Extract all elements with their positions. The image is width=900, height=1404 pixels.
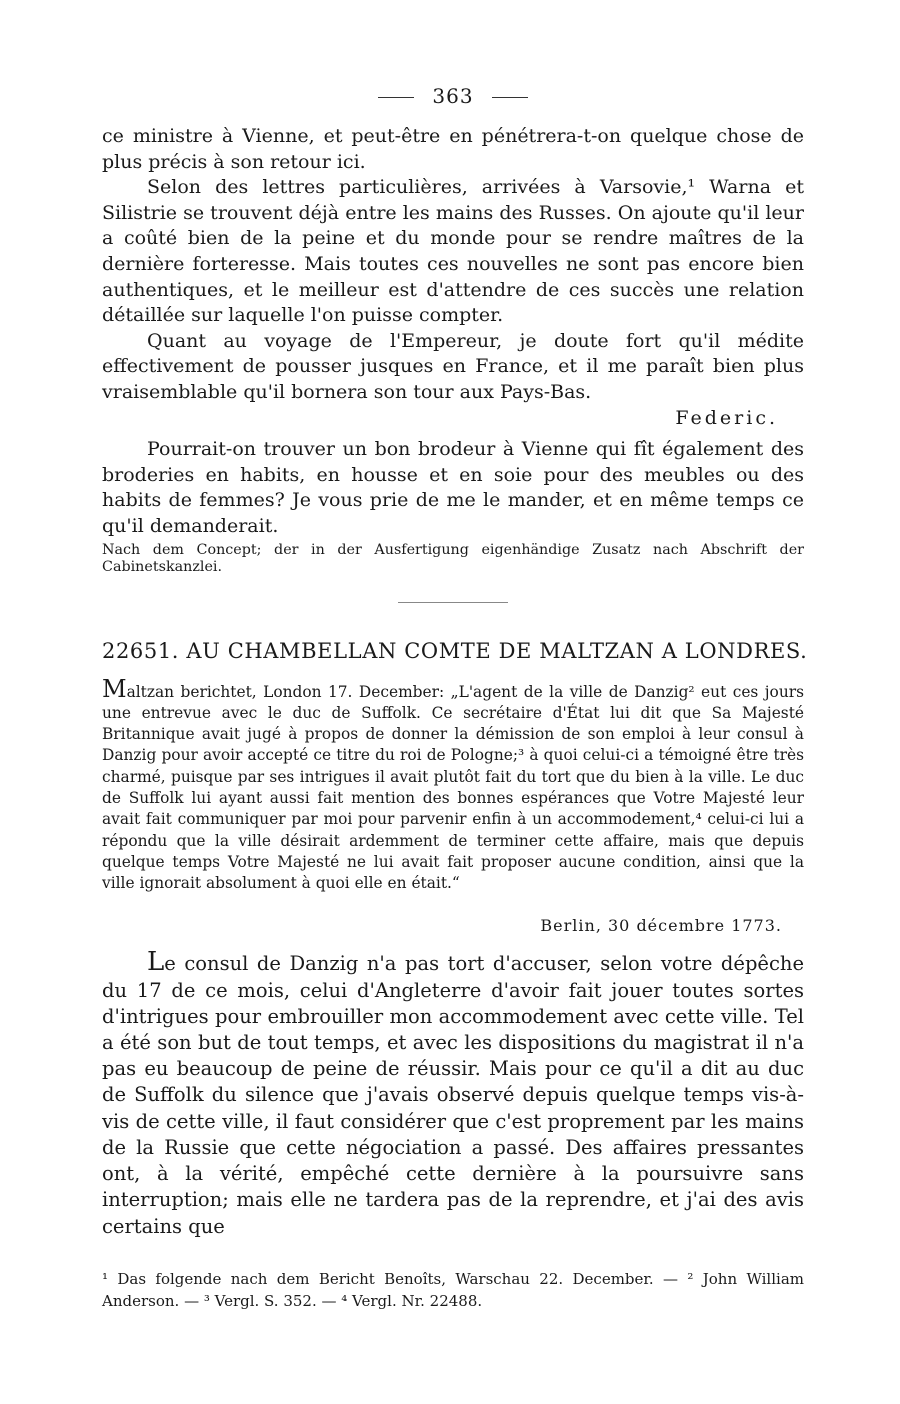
letter-text: e consul de Danzig n'a pas tort d'accuser, selon votre dépêche du 17 de ce mois, celui d'Angleterre d'avoir fait jouer toutes sortes d'intrigues pour embrouiller mon accommodement avec cette ville. Tel a été son but de tout temps, et avec les dispositions du magistrat il n'a pas eu beaucoup de peine de réussir. Mais pour ce qu'il a dit au duc de Suffolk du silence que j'avais observé depuis quelque temps vis-à-vis de cette ville, il faut considérer que c'est proprement par les mains de la Russie que cette négociation a passé. Des affaires pressantes ont, à la vérité, empêché cette dernière à la poursuivre sans interruption; mais elle ne tardera pas de la reprendre, et j'ai des avis certains que (102, 952, 804, 1238)
source-note: Nach dem Concept; der in der Ausfertigung eigenhändige Zusatz nach Abschrift der Cabinetskanzlei. (102, 541, 804, 575)
postscript: Pourrait-on trouver un bon brodeur à Vienne qui fît également des broderies en habits, en housse et en soie pour des meubles ou des habits de femmes? Je vous prie de me le mander, et en même temps ce qu'il demanderait. (102, 438, 804, 537)
document-title: 22651. AU CHAMBELLAN COMTE DE MALTZAN A LONDRES. (102, 638, 808, 663)
report-initial: M (102, 674, 127, 703)
paragraph-news: Selon des lettres particulières, arrivées à Varsovie,¹ Warna et Silistrie se trouvent déjà entre les mains des Russes. On ajoute qu'il leur a coûté bien de la peine et du monde pour se rendre maîtres de la dernière forteresse. Mais toutes ces nouvelles ne sont pas encore bien authentiques, et le meilleur est d'attendre de ces succès une relation détaillée sur laquelle l'on puisse compter. (102, 176, 804, 327)
paragraph-continuation: ce ministre à Vienne, et peut-être en pénétrera-t-on quelque chose de plus précis à son retour ici. (102, 125, 804, 173)
signature: Federic. (675, 406, 778, 429)
page-number: 363 (432, 84, 474, 108)
document-page (102, 84, 808, 1312)
footnotes: ¹ Das folgende nach dem Bericht Benoîts, Warschau 22. December. — ² John William Anderson. — ³ Vergl. S. 352. — ⁴ Vergl. Nr. 22488. (102, 1269, 804, 1310)
letter-initial: L (147, 947, 165, 978)
letter-body (102, 949, 804, 1239)
page-header (102, 84, 804, 108)
header-dash-left (378, 97, 414, 98)
place-date: Berlin, 30 décembre 1773. (540, 916, 782, 936)
report-text: altzan berichtet, London 17. December: „L'agent de la ville de Danzig² eut ces jours une entrevue avec le duc de Suffolk. Ce secrétaire d'État lui dit que Sa Majesté Britannique avait jugé à propos de donner la démission de son emploi à leur consul à Danzig pour avoir accepté ce titre du roi de Pologne;³ à quoi celui-ci a témoigné être très charmé, puisque par ses intrigues il avait plutôt fait du tort que du bien à la ville. Le duc de Suffolk lui ayant aussi fait mention des bonnes espérances que Votre Majesté leur avait fait communiquer par moi pour parvenir enfin à un accommodement,⁴ celui-ci lui a répondu que la ville désirait ardemment de terminer cette affaire, mais que depuis quelque temps Votre Majesté ne lui avait fait proposer aucune condition, ainsi que la ville ignorait absolument à quoi elle en était.“ (102, 682, 804, 893)
header-dash-right (492, 97, 528, 98)
paragraph-emperor: Quant au voyage de l'Empereur, je doute fort qu'il médite effectivement de pousser jusques en France, et il me paraît bien plus vraisemblable qu'il bornera son tour aux Pays-Bas. (102, 329, 804, 403)
section-divider (398, 602, 508, 603)
report-quote (102, 674, 804, 895)
